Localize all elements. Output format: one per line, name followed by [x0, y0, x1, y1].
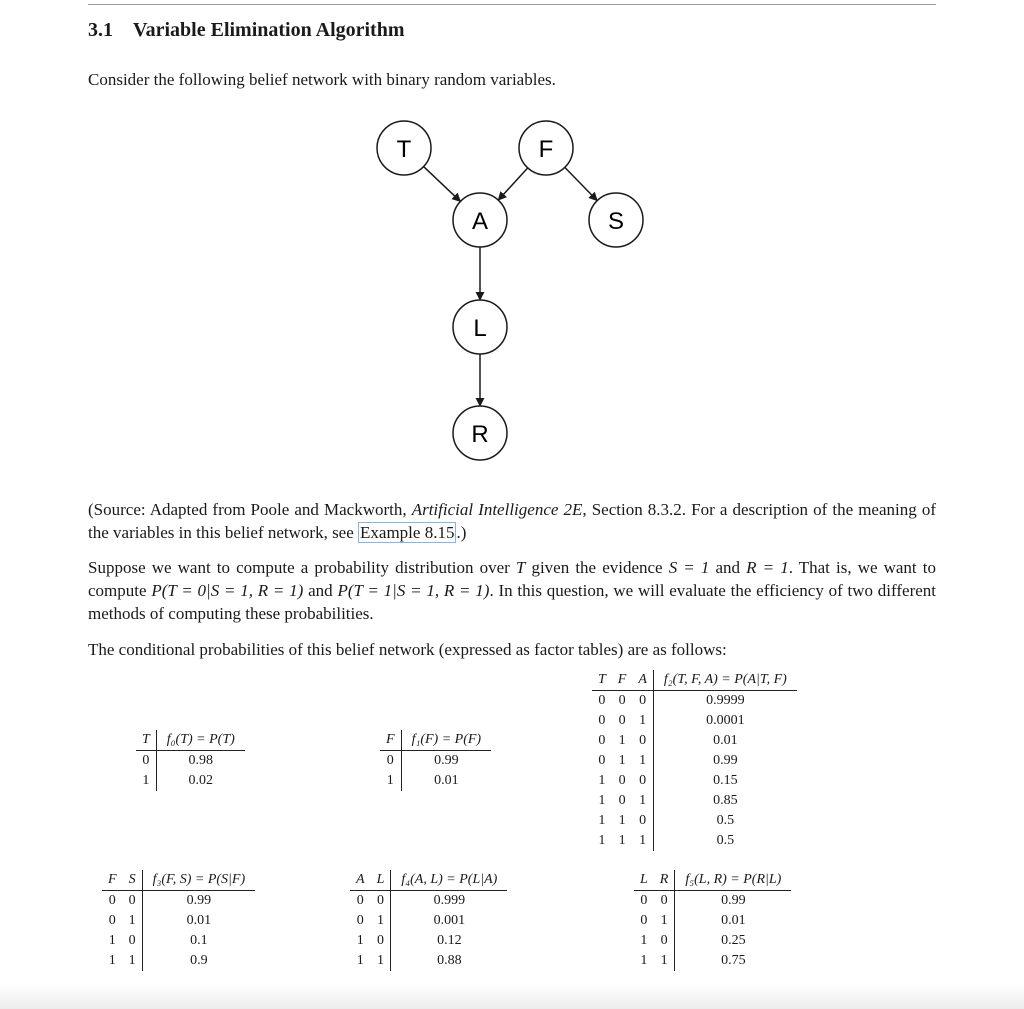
node-r — [453, 406, 507, 460]
source-paragraph — [88, 498, 936, 544]
node-l — [453, 300, 507, 354]
probability-cell: 0.01 — [401, 771, 491, 791]
query-paragraph — [88, 556, 936, 625]
node-label: F — [538, 136, 554, 163]
variable-value-cell: 0 — [639, 813, 647, 828]
query-text: given the evidence — [525, 558, 669, 577]
column-header-variable: T — [592, 670, 612, 691]
column-header-variable: F — [380, 730, 401, 751]
factor-table-f0 — [136, 730, 245, 791]
variable-value-cell: 0 — [618, 713, 626, 728]
table-row — [102, 931, 255, 951]
table-row — [592, 751, 797, 771]
node-label: L — [473, 315, 487, 342]
table-row — [350, 931, 507, 951]
node-s — [589, 193, 643, 247]
evidence-r: R = 1 — [746, 558, 789, 577]
node-label: T — [396, 136, 412, 163]
query-variable: T — [515, 558, 526, 577]
factor-table-f3 — [102, 870, 255, 971]
table-header-row — [350, 870, 507, 891]
variable-value-cell: 0 — [128, 933, 136, 948]
variable-value-cell: 1 — [376, 953, 384, 968]
probability-cell: 0.98 — [156, 751, 244, 772]
variable-value-cell: 0 — [618, 693, 626, 708]
source-text-middle: , Section 8.3.2. For a description of the meaning of the variables in this belief network, see — [88, 500, 936, 542]
variable-value-cell: 1 — [660, 953, 668, 968]
column-header-factor: f₄(A, L) = P(L|A) — [391, 870, 507, 891]
variable-value-cell: 0 — [598, 753, 606, 768]
probability-cell: 0.02 — [156, 771, 244, 791]
probability-cell: 0.99 — [401, 751, 491, 772]
variable-value-cell: 0 — [142, 753, 150, 768]
edge-f-to-s — [565, 167, 597, 200]
variable-value-cell: 1 — [618, 733, 626, 748]
column-header-variable: T — [136, 730, 156, 751]
variable-value-cell: 1 — [640, 933, 648, 948]
variable-value-cell: 1 — [376, 913, 384, 928]
source-text-after: .) — [456, 523, 467, 542]
column-header-variable: L — [634, 870, 654, 891]
table-row — [350, 911, 507, 931]
table-row — [136, 751, 245, 772]
probability-cell: 0.01 — [675, 911, 791, 931]
query-text: Suppose we want to compute a probability distribution over — [88, 558, 516, 577]
variable-value-cell: 0 — [618, 793, 626, 808]
probability-cell: 0.25 — [675, 931, 791, 951]
variable-value-cell: 1 — [108, 933, 116, 948]
variable-value-cell: 0 — [618, 773, 626, 788]
variable-value-cell: 1 — [108, 953, 116, 968]
table-header-row — [380, 730, 491, 751]
table-row — [102, 891, 255, 912]
query-expression-2: P(T = 1|S = 1, R = 1) — [337, 581, 490, 600]
variable-value-cell: 1 — [639, 753, 647, 768]
table-row — [634, 891, 791, 912]
variable-value-cell: 1 — [356, 933, 364, 948]
table-header-row — [136, 730, 245, 751]
factor-table-f4 — [350, 870, 507, 971]
table-row — [102, 911, 255, 931]
variable-value-cell: 1 — [618, 813, 626, 828]
probability-cell: 0.12 — [391, 931, 507, 951]
variable-value-cell: 0 — [640, 893, 648, 908]
variable-value-cell: 0 — [639, 693, 647, 708]
column-header-variable: L — [371, 870, 391, 891]
variable-value-cell: 0 — [108, 893, 116, 908]
column-header-factor: f₁(F) = P(F) — [401, 730, 491, 751]
column-header-variable: F — [102, 870, 123, 891]
node-label: A — [471, 208, 489, 235]
table-row — [634, 931, 791, 951]
variable-value-cell: 1 — [639, 713, 647, 728]
factor-table-f5 — [634, 870, 791, 971]
variable-value-cell: 1 — [598, 773, 606, 788]
table-row — [592, 811, 797, 831]
column-header-factor: f₂(T, F, A) = P(A|T, F) — [653, 670, 796, 691]
variable-value-cell: 1 — [386, 773, 394, 788]
variable-value-cell: 0 — [128, 893, 136, 908]
variable-value-cell: 0 — [639, 733, 647, 748]
node-t — [377, 121, 431, 175]
table-row — [634, 951, 791, 971]
variable-value-cell: 0 — [640, 913, 648, 928]
probability-cell: 0.99 — [653, 751, 796, 771]
variable-value-cell: 1 — [618, 753, 626, 768]
table-header-row — [592, 670, 797, 691]
table-row — [592, 831, 797, 851]
table-row — [350, 951, 507, 971]
table-row — [380, 751, 491, 772]
table-row — [592, 731, 797, 751]
book-title: Artificial Intelligence 2E — [411, 500, 583, 519]
variable-value-cell: 0 — [660, 933, 668, 948]
factor-table-f2 — [592, 670, 797, 851]
variable-value-cell: 1 — [598, 813, 606, 828]
column-header-factor: f₃(F, S) = P(S|F) — [142, 870, 255, 891]
factor-table-f1 — [380, 730, 491, 791]
table-row — [592, 791, 797, 811]
variable-value-cell: 0 — [660, 893, 668, 908]
query-text: . That is, we want to compute — [88, 558, 936, 600]
variable-value-cell: 0 — [376, 893, 384, 908]
probability-cell: 0.5 — [653, 811, 796, 831]
node-f — [519, 121, 573, 175]
column-header-variable: S — [123, 870, 143, 891]
section-number: 3.1 — [88, 19, 113, 41]
column-header-variable: F — [612, 670, 633, 691]
variable-value-cell: 1 — [128, 953, 136, 968]
probability-cell: 0.001 — [391, 911, 507, 931]
edge-t-to-a — [424, 167, 461, 202]
variable-value-cell: 1 — [356, 953, 364, 968]
node-label: S — [607, 208, 625, 235]
probability-cell: 0.75 — [675, 951, 791, 971]
page-bottom-shadow — [0, 984, 1024, 1009]
probability-cell: 0.01 — [142, 911, 255, 931]
node-label: R — [471, 421, 489, 448]
variable-value-cell: 0 — [598, 733, 606, 748]
variable-value-cell: 0 — [108, 913, 116, 928]
variable-value-cell: 1 — [618, 833, 626, 848]
probability-cell: 0.999 — [391, 891, 507, 912]
probability-cell: 0.15 — [653, 771, 796, 791]
probability-cell: 0.88 — [391, 951, 507, 971]
probability-cell: 0.9999 — [653, 691, 796, 712]
variable-value-cell: 1 — [598, 833, 606, 848]
query-text: . In this question, we will evaluate the efficiency of two different methods of computing these probabilities. — [88, 581, 937, 623]
column-header-variable: A — [632, 670, 653, 691]
column-header-factor: f₀(T) = P(T) — [156, 730, 244, 751]
variable-value-cell: 0 — [386, 753, 394, 768]
column-header-factor: f₅(L, R) = P(R|L) — [675, 870, 791, 891]
edge-f-to-a — [498, 168, 528, 200]
variable-value-cell: 0 — [376, 933, 384, 948]
variable-value-cell: 1 — [640, 953, 648, 968]
query-expression-1: P(T = 0|S = 1, R = 1) — [151, 581, 304, 600]
table-row — [634, 911, 791, 931]
source-text-before: (Source: Adapted from Poole and Mackworth, — [88, 500, 412, 519]
variable-value-cell: 0 — [598, 693, 606, 708]
query-text: and — [709, 558, 747, 577]
node-a — [453, 193, 507, 247]
probability-cell: 0.85 — [653, 791, 796, 811]
probability-cell: 0.99 — [142, 891, 255, 912]
table-row — [350, 891, 507, 912]
variable-value-cell: 1 — [128, 913, 136, 928]
column-header-variable: R — [654, 870, 675, 891]
variable-value-cell: 1 — [142, 773, 150, 788]
table-row — [592, 691, 797, 712]
intro-paragraph: Consider the following belief network with binary random variables. — [88, 70, 556, 89]
table-row — [592, 711, 797, 731]
variable-value-cell: 0 — [356, 893, 364, 908]
table-header-row — [102, 870, 255, 891]
table-row — [102, 951, 255, 971]
probability-cell: 0.1 — [142, 931, 255, 951]
variable-value-cell: 0 — [356, 913, 364, 928]
variable-value-cell: 1 — [598, 793, 606, 808]
probability-cell: 0.9 — [142, 951, 255, 971]
belief-network-diagram — [0, 0, 1024, 480]
tables-intro: The conditional probabilities of this belief network (expressed as factor tables) are as follows: — [88, 640, 727, 659]
probability-cell: 0.99 — [675, 891, 791, 912]
table-header-row — [634, 870, 791, 891]
variable-value-cell: 0 — [598, 713, 606, 728]
query-text: and — [303, 581, 338, 600]
evidence-s: S = 1 — [668, 558, 710, 577]
table-row — [136, 771, 245, 791]
probability-cell: 0.01 — [653, 731, 796, 751]
probability-cell: 0.5 — [653, 831, 796, 851]
variable-value-cell: 1 — [660, 913, 668, 928]
variable-value-cell: 1 — [639, 833, 647, 848]
variable-value-cell: 1 — [639, 793, 647, 808]
example-link[interactable]: Example 8.15 — [360, 523, 455, 542]
section-title: Variable Elimination Algorithm — [133, 19, 405, 41]
table-row — [592, 771, 797, 791]
probability-cell: 0.0001 — [653, 711, 796, 731]
table-row — [380, 771, 491, 791]
variable-value-cell: 0 — [639, 773, 647, 788]
column-header-variable: A — [350, 870, 371, 891]
